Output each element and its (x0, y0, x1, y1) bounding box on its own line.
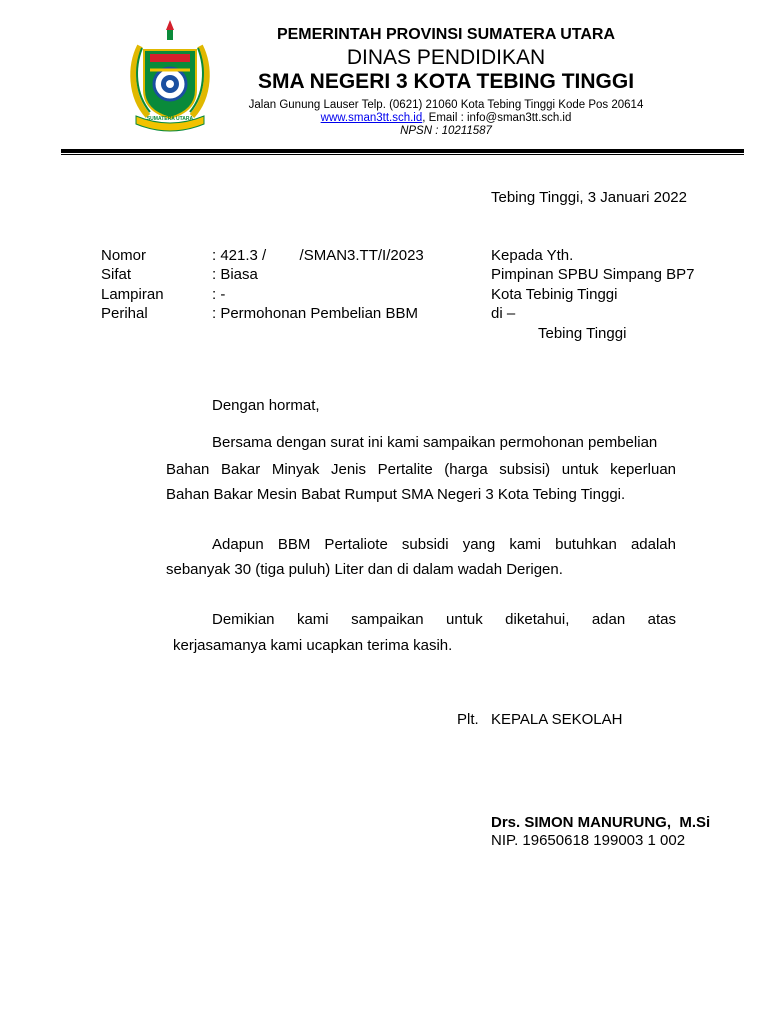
nomor-value: : 421.3 / /SMAN3.TT/I/2023 (212, 247, 424, 264)
paragraph2-line1: Adapun BBM Pertaliote subsidi yang kami butuhkan adalah (212, 536, 676, 553)
paragraph3-line2: kerjasamanya kami ucapkan terima kasih. (173, 637, 453, 654)
letterhead-npsn: NPSN : 10211587 (400, 125, 492, 137)
signature-title: KEPALA SEKOLAH (491, 711, 623, 728)
nomor-label: Nomor (101, 247, 147, 264)
date-line: Tebing Tinggi, 3 Januari 2022 (491, 189, 687, 206)
recipient-line1: Kepada Yth. (491, 247, 574, 264)
email-text: , Email : info@sman3tt.sch.id (422, 112, 572, 124)
recipient-line4: di – (491, 305, 516, 322)
lampiran-label: Lampiran (101, 286, 164, 303)
signature-plt: Plt. (457, 711, 479, 728)
recipient-line3: Kota Tebinig Tinggi (491, 286, 618, 303)
signatory-nip: NIP. 19650618 199003 1 002 (491, 832, 686, 849)
lampiran-value: : - (212, 286, 226, 303)
recipient-line5: Tebing Tinggi (538, 325, 627, 342)
perihal-value: : Permohonan Pembelian BBM (212, 305, 418, 322)
header-divider-thin (61, 154, 744, 155)
letterhead-line1: PEMERINTAH PROVINSI SUMATERA UTARA (276, 26, 616, 43)
perihal-label: Perihal (101, 305, 148, 322)
letterhead-contact (220, 112, 672, 124)
letterhead-line3: SMA NEGERI 3 KOTA TEBING TINGGI (257, 70, 635, 93)
signatory-name: Drs. SIMON MANURUNG, M.Si (491, 814, 711, 831)
paragraph3-line1: Demikian kami sampaikan untuk diketahui, adan atas (212, 611, 676, 628)
paragraph1-line2: Bahan Bakar Minyak Jenis Pertalite (harga subsisi) untuk keperluan (166, 461, 676, 478)
emblem-ribbon-text: SUMATERA UTARA (146, 116, 194, 122)
letterhead-line2: DINAS PENDIDIKAN (346, 46, 546, 69)
recipient-line2: Pimpinan SPBU Simpang BP7 (491, 266, 695, 283)
paragraph1-line1: Bersama dengan surat ini kami sampaikan permohonan pembelian (212, 434, 658, 451)
website-link[interactable]: www.sman3tt.sch.id (320, 112, 423, 124)
paragraph2-line2: sebanyak 30 (tiga puluh) Liter dan di dalam wadah Derigen. (166, 561, 563, 578)
header-divider-thick (61, 149, 744, 153)
paragraph1-line3: Bahan Bakar Mesin Babat Rumput SMA Negeri 3 Kota Tebing Tinggi. (166, 486, 626, 503)
greeting: Dengan hormat, (212, 397, 320, 414)
letterhead-address: Jalan Gunung Lauser Telp. (0621) 21060 Kota Tebing Tinggi Kode Pos 20614 (248, 99, 644, 111)
sifat-value: : Biasa (212, 266, 258, 283)
sifat-label: Sifat (101, 266, 132, 283)
